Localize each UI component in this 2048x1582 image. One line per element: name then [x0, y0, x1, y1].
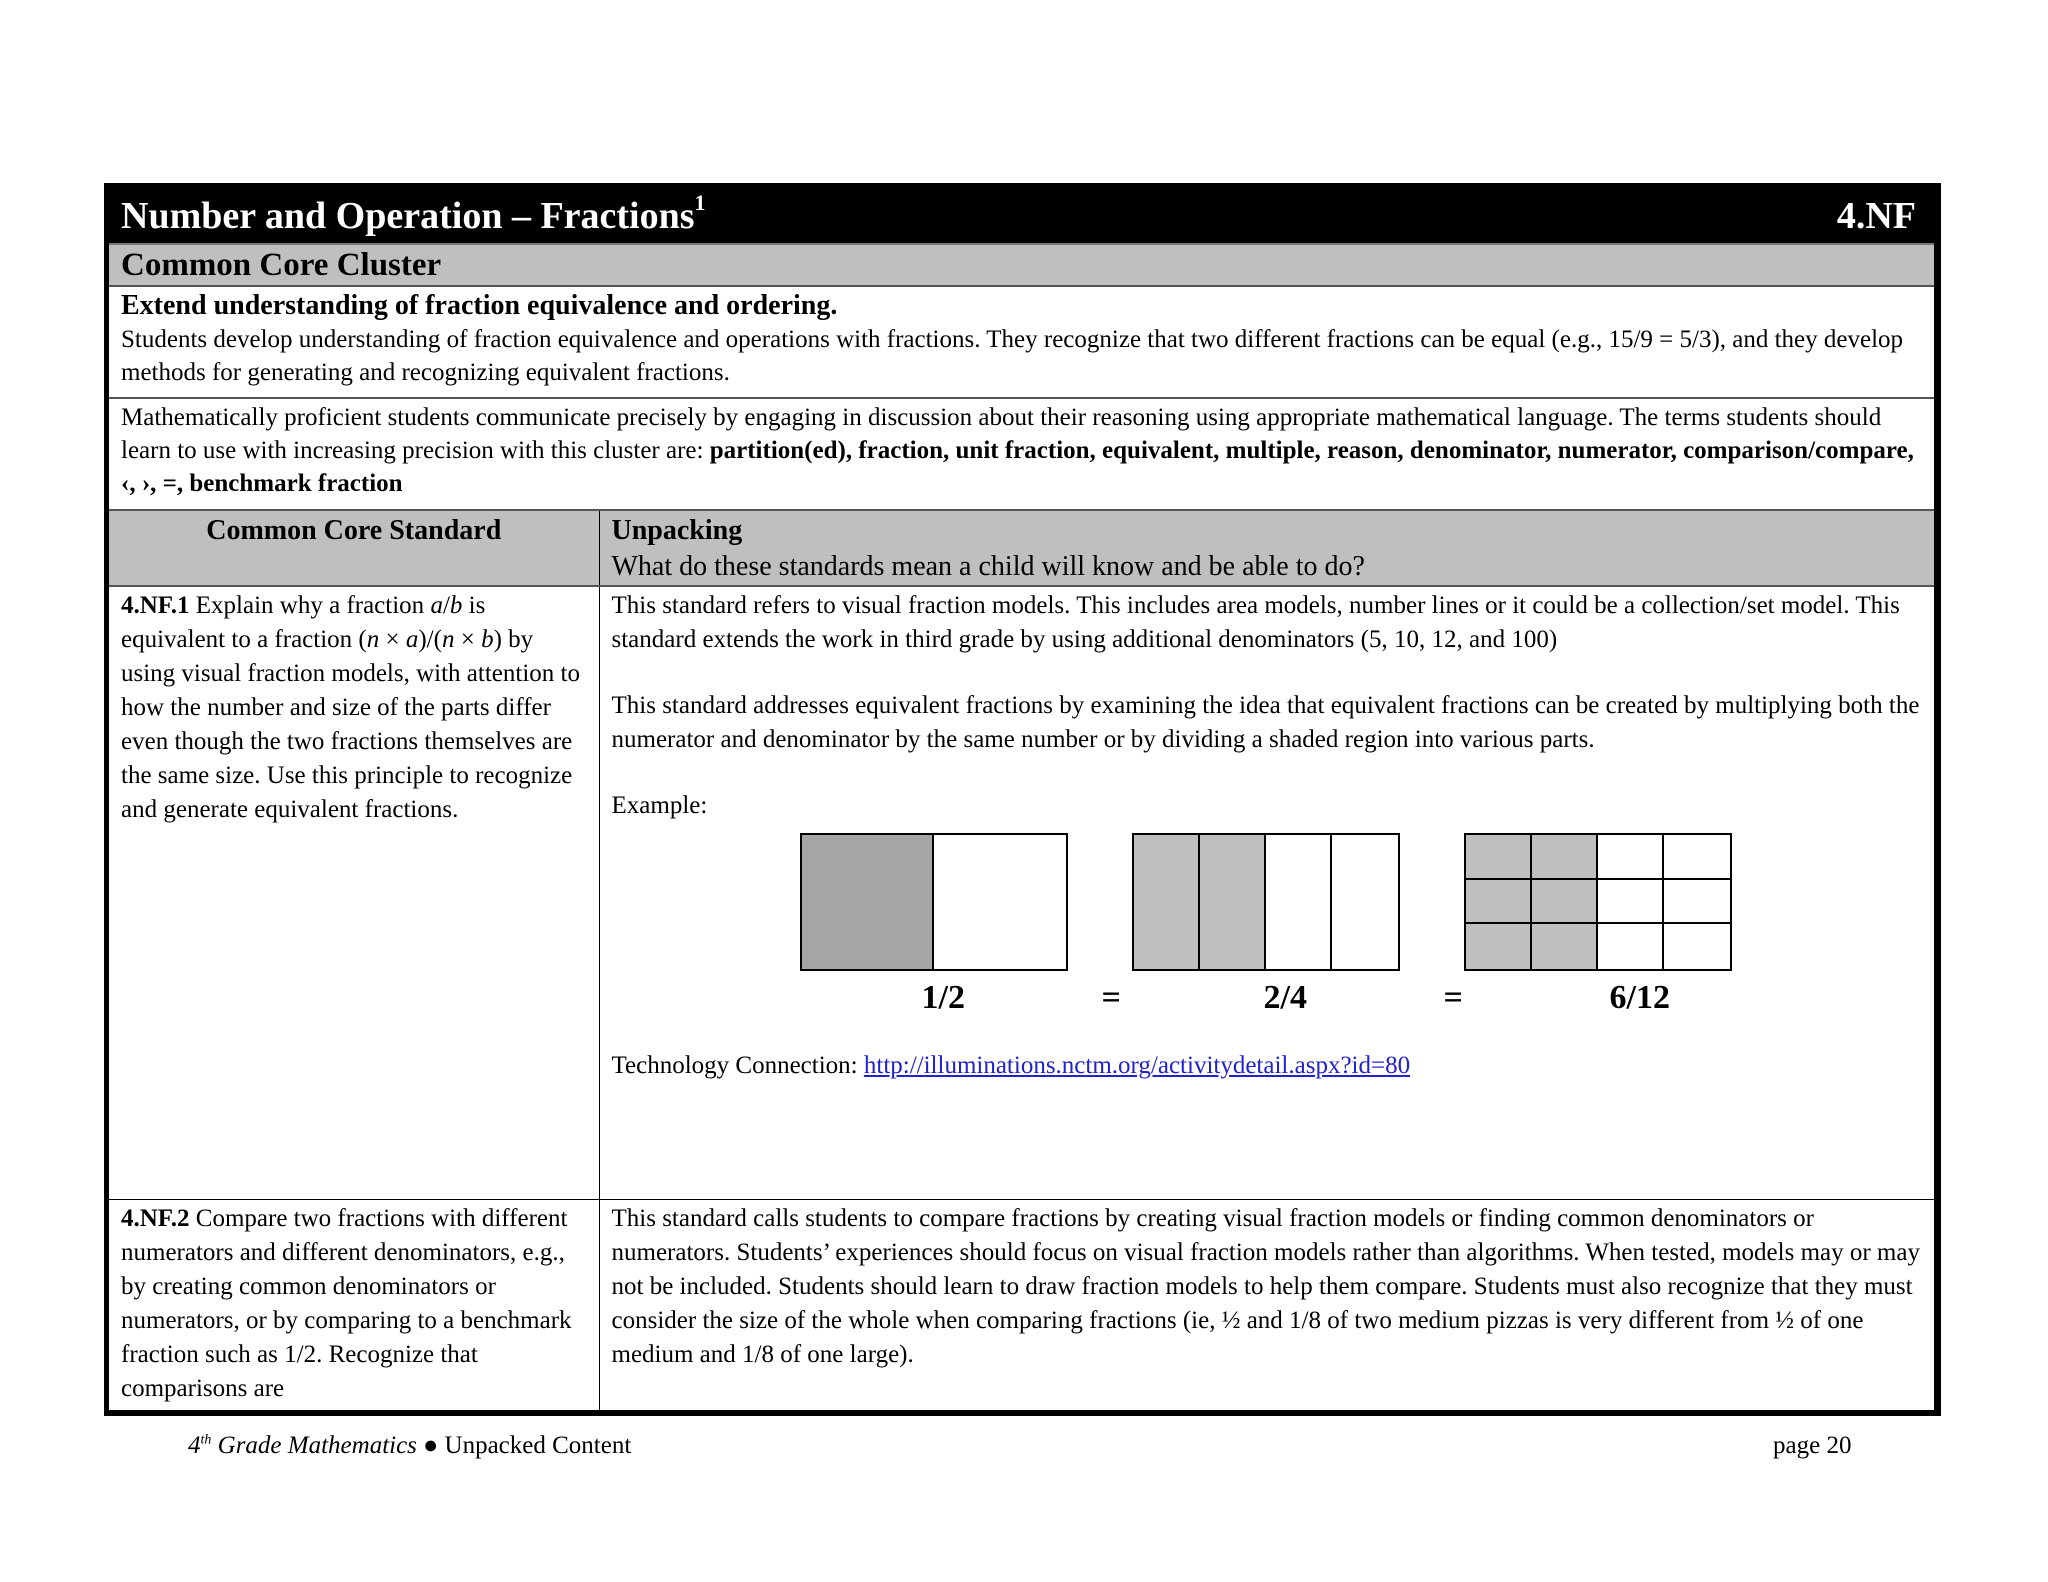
shaded-part	[1200, 835, 1266, 969]
unpacking-paragraph: This standard refers to visual fraction models. This includes area models, number lines or it could be a collection/set model. This standard extends the work in third grade by using additional denominators (5, 10, 12, and 100)	[611, 592, 1900, 653]
fraction-label-2-4: 2/4	[1263, 979, 1307, 1016]
standards-table	[109, 511, 1934, 1410]
technology-connection	[612, 1049, 1923, 1083]
standard-text-fragment: /	[442, 592, 450, 619]
standard-code: 4.NF.1	[121, 592, 190, 619]
cluster-heading: Common Core Cluster	[109, 245, 1934, 287]
standard-text-fragment: is equivalent to a fraction (	[121, 592, 486, 653]
shaded-part	[1466, 835, 1532, 880]
fraction-label-1-2: 1/2	[921, 979, 965, 1016]
table-row	[109, 1200, 1934, 1411]
unshaded-part	[1664, 835, 1730, 880]
standard-text	[121, 592, 580, 823]
unpacking-cell	[599, 1200, 1934, 1411]
math-variable: a	[405, 626, 419, 653]
area-model-two-fourths	[1132, 833, 1400, 971]
vocabulary-terms: partition(ed), fraction, unit fraction, equivalent, multiple, reason, denominator, numerator, comparison/compare, ‹, ›, =, benchmark fraction	[121, 437, 1914, 497]
unshaded-part	[1664, 880, 1730, 925]
area-model-one-half	[800, 833, 1068, 971]
grade-ordinal: th	[200, 1432, 212, 1448]
footer-document-title	[188, 1432, 631, 1460]
fraction-label-6-12: 6/12	[1609, 979, 1670, 1016]
technology-label: Technology Connection:	[611, 1052, 864, 1079]
equals-sign: =	[1443, 979, 1463, 1016]
unpacking-cell	[599, 586, 1934, 1200]
shaded-part	[802, 835, 934, 969]
cluster-section	[109, 287, 1934, 399]
equals-sign: =	[1101, 979, 1121, 1016]
domain-title-bar	[109, 188, 1934, 245]
unshaded-part	[1598, 924, 1664, 969]
grade-subject: Grade Mathematics	[211, 1432, 417, 1459]
table-row	[109, 586, 1934, 1200]
standard-text-fragment: Explain why a fraction	[189, 592, 431, 619]
unshaded-part	[934, 835, 1066, 969]
domain-title: Number and Operation – Fractions$^1$	[121, 189, 706, 237]
vocabulary-intro: Mathematically proficient students communicate precisely by engaging in discussion about their reasoning using appropriate mathematical language. The terms students should learn to use with increasing precision with this cluster are:	[121, 404, 1882, 464]
shaded-part	[1466, 880, 1532, 925]
math-variable: a	[430, 592, 443, 619]
standard-cell	[109, 586, 599, 1200]
area-model-six-twelfths	[1464, 833, 1732, 971]
column-header-standard: Common Core Standard	[109, 511, 599, 586]
shaded-part	[1466, 924, 1532, 969]
unshaded-part	[1266, 835, 1332, 969]
unshaded-part	[1664, 924, 1730, 969]
standard-text-fragment: )/(	[418, 626, 442, 653]
domain-code: 4.NF	[1836, 194, 1916, 237]
standards-table-frame	[104, 183, 1941, 1416]
footnote-marker: 1	[694, 189, 706, 215]
vocabulary-section	[109, 399, 1934, 511]
cluster-title: Extend understanding of fraction equivalence and ordering.	[121, 290, 838, 321]
unpacking-paragraph: This standard addresses equivalent fractions by examining the idea that equivalent fractions can be created by multiplying both the numerator and denominator by the same number or by dividing a shaded region into various parts.	[611, 692, 1920, 753]
math-variable: b	[449, 592, 463, 619]
technology-link[interactable]: http://illuminations.nctm.org/activitydetail.aspx?id=80	[863, 1052, 1411, 1079]
standard-text-fragment: ) by using visual fraction models, with attention to how the number and size of the parts differ even though the two fractions themselves are the same size. Use this principle to recognize and generate equivalent fractions.	[121, 626, 580, 823]
math-variable: n	[441, 626, 455, 653]
unpacking-subtitle: What do these standards mean a child will know and be able to do?	[611, 551, 1365, 582]
table-header-row	[109, 511, 1934, 586]
page-number: page 20	[1773, 1432, 1852, 1459]
cluster-description: Students develop understanding of fraction equivalence and operations with fractions. They recognize that two different fractions can be equal (e.g., 15/9 = 5/3), and they develop methods for generating and recognizing equivalent fractions.	[121, 326, 1904, 386]
fraction-models-figure	[612, 823, 1923, 1043]
unshaded-part	[1332, 835, 1398, 969]
unshaded-part	[1598, 880, 1664, 925]
standard-text-fragment: ×	[454, 626, 482, 653]
shaded-part	[1532, 880, 1598, 925]
standard-text: Compare two fractions with different numerators and different denominators, e.g., by creating common denominators or numerators, or by comparing to a benchmark fraction such as 1/2. Recognize that comparisons are	[121, 1205, 572, 1402]
unshaded-part	[1598, 835, 1664, 880]
standard-cell	[109, 1200, 599, 1411]
standard-text-fragment: ×	[379, 626, 406, 653]
bullet-separator: ●	[416, 1432, 445, 1459]
column-header-unpacking	[599, 511, 1934, 586]
shaded-part	[1532, 835, 1598, 880]
shaded-part	[1134, 835, 1200, 969]
shaded-part	[1532, 924, 1598, 969]
unpacking-title: Unpacking	[611, 515, 743, 546]
math-variable: n	[366, 626, 380, 653]
grade-number: 4	[188, 1432, 201, 1459]
math-variable: b	[481, 626, 494, 653]
standard-code: 4.NF.2	[121, 1205, 190, 1232]
document-name: Unpacked Content	[444, 1432, 632, 1459]
unpacking-paragraph: This standard calls students to compare fractions by creating visual fraction models or finding common denominators or numerators. Students’ experiences should focus on visual fraction models rather than algorithms. When tested, models may or may not be included. Students should learn to draw fraction models to help them compare. Students must also recognize that they must consider the size of the whole when comparing fractions (ie, ½ and 1/8 of two medium pizzas is very different from ½ of one medium and 1/8 of one large).	[611, 1205, 1920, 1368]
example-label: Example:	[611, 792, 708, 819]
